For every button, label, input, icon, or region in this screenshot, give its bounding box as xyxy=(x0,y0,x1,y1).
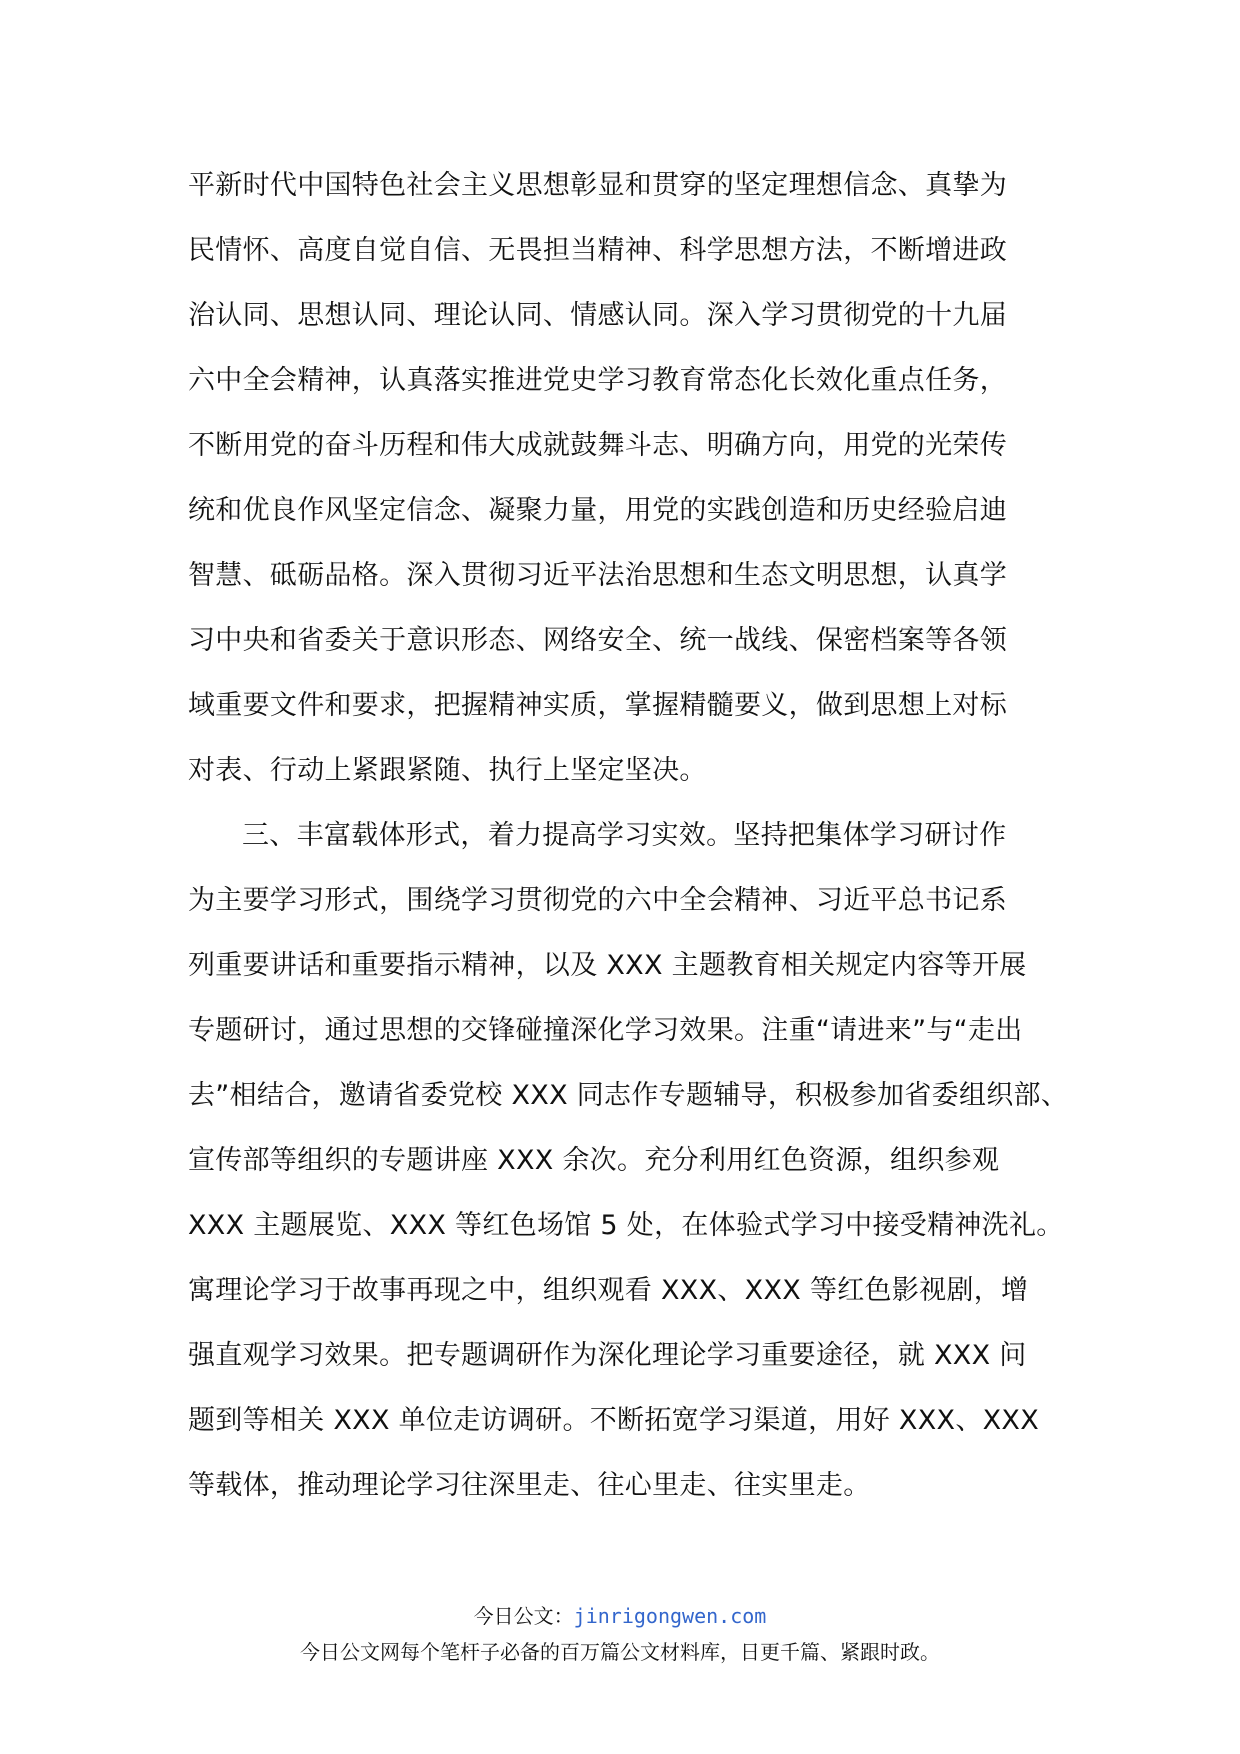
body-line: 等载体，推动理论学习往深里走、往心里走、往实里走。 xyxy=(188,1470,871,1501)
body-line: 域重要文件和要求，把握精神实质，掌握精髓要义，做到思想上对标 xyxy=(188,690,1007,721)
body-line: 强直观学习效果。把专题调研作为深化理论学习重要途径，就 XXX 问 xyxy=(188,1340,1027,1371)
footer-site-link[interactable]: jinrigongwen.com xyxy=(573,1604,767,1628)
body-line: 专题研讨，通过思想的交锋碰撞深化学习效果。注重“请进来”与“走出 xyxy=(188,1015,1023,1046)
body-line: 宣传部等组织的专题讲座 XXX 余次。充分利用红色资源，组织参观 xyxy=(188,1145,1000,1176)
body-line: XXX 主题展览、XXX 等红色场馆 5 处，在体验式学习中接受精神洗礼。 xyxy=(188,1210,1064,1241)
footer-slogan: 今日公文网每个笔杆子必备的百万篇公文材料库，日更千篇、紧跟时政。 xyxy=(300,1640,940,1664)
body-line: 习中央和省委关于意识形态、网络安全、统一战线、保密档案等各领 xyxy=(188,625,1007,656)
body-line: 智慧、砥砺品格。深入贯彻习近平法治思想和生态文明思想，认真学 xyxy=(188,560,1007,591)
body-line: 为主要学习形式，围绕学习贯彻党的六中全会精神、习近平总书记系 xyxy=(188,885,1007,916)
document-body xyxy=(188,153,1068,1518)
body-line: 六中全会精神，认真落实推进党史学习教育常态化长效化重点任务， xyxy=(188,365,1007,396)
body-line: 平新时代中国特色社会主义思想彰显和贯穿的坚定理想信念、真挚为 xyxy=(188,170,1007,201)
body-line: 治认同、思想认同、理论认同、情感认同。深入学习贯彻党的十九届 xyxy=(188,300,1007,331)
body-line: 题到等相关 XXX 单位走访调研。不断拓宽学习渠道，用好 XXX、XXX xyxy=(188,1405,1040,1436)
body-line: 民情怀、高度自觉自信、无畏担当精神、科学思想方法，不断增进政 xyxy=(188,235,1007,266)
body-line: 对表、行动上紧跟紧随、执行上坚定坚决。 xyxy=(188,755,707,786)
footer-site xyxy=(0,1600,1240,1629)
body-line: 列重要讲话和重要指示精神，以及 XXX 主题教育相关规定内容等开展 xyxy=(188,950,1027,981)
body-line: 去”相结合，邀请省委党校 XXX 同志作专题辅导，积极参加省委组织部、 xyxy=(188,1080,1069,1111)
footer-site-label: 今日公文： xyxy=(473,1604,574,1628)
body-line: 统和优良作风坚定信念、凝聚力量，用党的实践创造和历史经验启迪 xyxy=(188,495,1007,526)
body-line: 寓理论学习于故事再现之中，组织观看 XXX、XXX 等红色影视剧，增 xyxy=(188,1275,1029,1306)
body-line: 不断用党的奋斗历程和伟大成就鼓舞斗志、明确方向，用党的光荣传 xyxy=(188,430,1007,461)
section-heading-line: 三、丰富载体形式，着力提高学习实效。坚持把集体学习研讨作 xyxy=(242,820,1007,851)
